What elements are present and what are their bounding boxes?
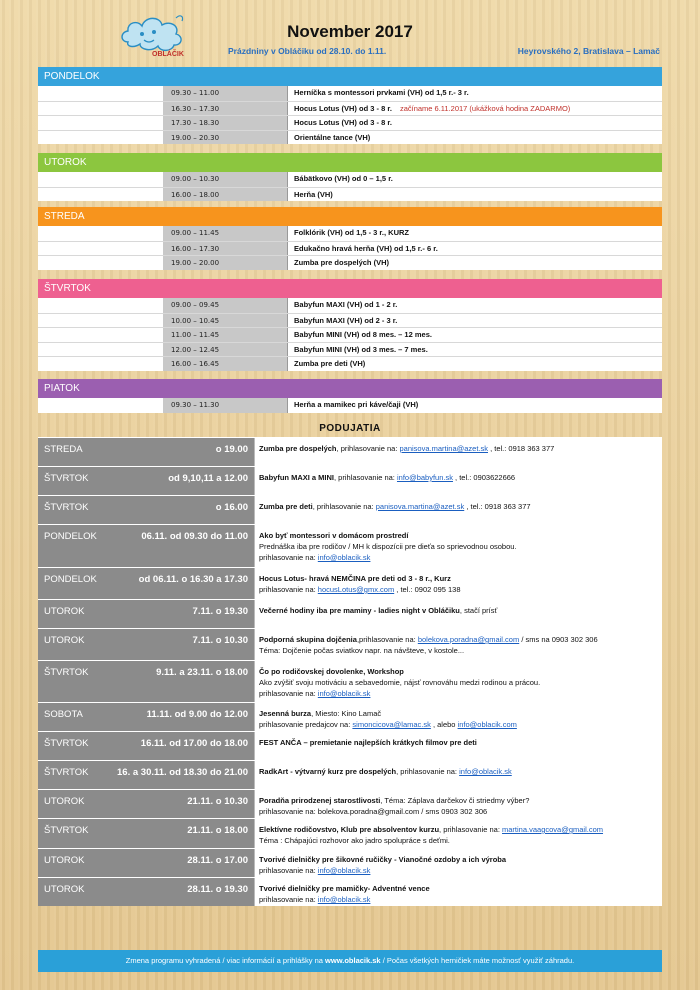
row-spacer [38, 357, 163, 371]
row-activity [288, 226, 662, 241]
event-row [38, 702, 662, 731]
activity-text: Zumba pre dospelých (VH) [294, 258, 390, 267]
row-activity [288, 116, 662, 130]
row-time: 16.30 – 17.30 [163, 102, 288, 116]
event-line [259, 795, 657, 806]
activity-text: Folklórik (VH) od 1,5 - 3 r., KURZ [294, 228, 410, 237]
event-when [38, 790, 254, 818]
footer-link[interactable]: www.oblacik.sk [325, 956, 381, 965]
day-block-stvrtok [38, 279, 662, 371]
row-spacer [38, 226, 163, 241]
event-email-link[interactable]: info@oblacik.sk [317, 866, 371, 875]
event-text: Hocus Lotus- hravá NEMČINA pre deti od 3 - 8 r., Kurz [259, 574, 451, 583]
event-date: 16.11. od 17.00 do 18.00 [140, 738, 248, 749]
event-day: ŠTVRTOK [44, 767, 89, 778]
row-time: 09.00 – 10.30 [163, 172, 288, 187]
event-text: , alebo [430, 720, 458, 729]
event-email-link[interactable]: bolekova.poradna@gmail.com [417, 635, 520, 644]
event-text: Podporná skupina dojčenia [259, 635, 357, 644]
event-when [38, 438, 254, 466]
event-day: ŠTVRTOK [44, 738, 89, 749]
event-line [259, 605, 657, 616]
row-activity [288, 242, 662, 256]
event-day: STREDA [44, 444, 83, 455]
event-date: 28.11. o 19.30 [187, 884, 248, 895]
event-when [38, 878, 254, 906]
event-text: , prihlasovanie na: [312, 502, 376, 511]
event-details [254, 496, 662, 524]
schedule-row [38, 398, 662, 413]
event-text: prihlasovanie na: [259, 553, 318, 562]
event-when [38, 629, 254, 660]
event-day: ŠTVRTOK [44, 667, 89, 678]
day-rows [38, 86, 662, 144]
event-text: RadkArt - výtvarný kurz pre dospelých [259, 767, 397, 776]
row-activity [288, 131, 662, 145]
row-activity [288, 343, 662, 357]
event-date: od 06.11. o 16.30 a 17.30 [138, 574, 248, 585]
day-header: ŠTVRTOK [38, 279, 662, 298]
event-line [259, 645, 657, 656]
event-day: ŠTVRTOK [44, 825, 89, 836]
schedule-row [38, 298, 662, 313]
event-day: PONDELOK [44, 531, 97, 542]
event-day: SOBOTA [44, 709, 83, 720]
event-line [259, 443, 657, 454]
event-text: Zumba pre deti [259, 502, 313, 511]
row-spacer [38, 328, 163, 342]
event-text: FEST ANČA – premietanie najlepších krátkych filmov pre deti [259, 738, 477, 747]
event-line [259, 737, 657, 748]
row-activity [288, 256, 662, 270]
page-title: November 2017 [287, 22, 413, 41]
event-row [38, 789, 662, 818]
activity-text: Zumba pre deti (VH) [294, 359, 366, 368]
event-line [259, 472, 657, 483]
activity-text: Herňa a mamikec pri káve/čaji (VH) [294, 400, 419, 409]
event-line [259, 584, 657, 595]
activity-text: Herňa (VH) [294, 189, 333, 199]
event-date: 7.11. o 10.30 [192, 635, 248, 646]
event-line [259, 766, 657, 777]
activity-text: Babyfun MAXI (VH) od 2 - 3 r. [294, 315, 398, 325]
event-email-link[interactable]: info@oblacik.sk [317, 553, 371, 562]
row-time: 09.30 – 11.00 [163, 86, 288, 101]
event-row [38, 848, 662, 877]
event-text: , tel.: 0918 363 377 [488, 444, 555, 453]
event-details [254, 703, 662, 731]
row-activity [288, 357, 662, 371]
row-time: 10.00 – 10.45 [163, 314, 288, 328]
schedule-row [38, 342, 662, 357]
event-day: ŠTVRTOK [44, 473, 89, 484]
event-text: , prihlasovanie na: [396, 767, 460, 776]
row-activity [288, 172, 662, 187]
event-when [38, 525, 254, 567]
row-time: 19.00 – 20.00 [163, 256, 288, 270]
event-day: ŠTVRTOK [44, 502, 89, 513]
event-when [38, 496, 254, 524]
event-details [254, 790, 662, 818]
event-when [38, 849, 254, 877]
event-row [38, 524, 662, 567]
row-time: 09.00 – 11.45 [163, 226, 288, 241]
day-block-piatok [38, 379, 662, 413]
event-day: UTOROK [44, 796, 85, 807]
schedule-row [38, 327, 662, 342]
schedule-row [38, 86, 662, 101]
event-details [254, 878, 662, 906]
row-activity [288, 298, 662, 313]
row-time: 19.00 – 20.30 [163, 131, 288, 145]
event-line [259, 573, 657, 584]
row-spacer [38, 102, 163, 116]
event-text: , tel.: 0902 095 138 [394, 585, 461, 594]
footer [38, 950, 662, 972]
event-day: UTOROK [44, 606, 85, 617]
event-text: Téma : Chápajúci rozhovor ako jadro spolupráce s deťmi. [259, 836, 450, 845]
event-details [254, 629, 662, 660]
row-activity [288, 314, 662, 328]
events-table [38, 437, 662, 906]
event-email-link[interactable]: info@oblacik.com [457, 720, 517, 729]
footer-pre: Zmena programu vyhradená / viac informácií a prihlášky na [125, 956, 326, 965]
event-line [259, 541, 657, 552]
row-spacer [38, 242, 163, 256]
event-text: Zumba pre dospelých [259, 444, 337, 453]
event-line [259, 666, 657, 677]
event-email-link[interactable]: simoncicova@lamac.sk [352, 720, 431, 729]
row-activity [288, 398, 662, 413]
event-text: , prihlasovanie na: [439, 825, 503, 834]
address: Heyrovského 2, Bratislava – Lamač [517, 46, 660, 56]
event-line [259, 854, 657, 865]
event-text: Prednáška iba pre rodičov / MH k dispozícii pre dieťa so sprievodnou osobou. [259, 542, 517, 551]
event-when [38, 732, 254, 760]
activity-text: Edukačno hravá herňa (VH) od 1,5 r.- 6 r. [294, 243, 438, 253]
event-email-link[interactable]: info@oblacik.sk [317, 689, 371, 698]
row-time: 16.00 – 16.45 [163, 357, 288, 371]
event-date: 28.11. o 17.00 [187, 855, 248, 866]
event-text: Tvorivé dielničky pre mamičky- Adventné vence [259, 884, 430, 893]
schedule-row [38, 226, 662, 241]
event-text: Tvorivé dielničky pre šikovné ručičky - Vianočné ozdoby a ich výroba [259, 855, 507, 864]
event-text: / sms na 0903 302 306 [519, 635, 598, 644]
event-line [259, 894, 657, 905]
event-email-link[interactable]: panisova.martina@azet.sk [375, 502, 465, 511]
event-date: o 19.00 [215, 444, 248, 455]
row-spacer [38, 116, 163, 130]
event-email-link[interactable]: info@babyfun.sk [396, 473, 453, 482]
event-row [38, 495, 662, 524]
event-text: Ako zvýšiť svoju motiváciu a sebavedomie, nájsť rovnováhu medzi rodinou a prácou. [259, 678, 541, 687]
schedule-row [38, 187, 662, 202]
event-text: prihlasovanie na: [259, 895, 318, 904]
event-day: UTOROK [44, 855, 85, 866]
event-text: Elektívne rodičovstvo, Klub pre absolventov kurzu [259, 825, 440, 834]
activity-text: Babyfun MINI (VH) od 8 mes. – 12 mes. [294, 330, 432, 339]
row-activity [288, 102, 662, 116]
event-details [254, 600, 662, 628]
event-text: , prihlasovanie na: [336, 444, 400, 453]
event-row [38, 660, 662, 702]
event-date: 11.11. od 9.00 do 12.00 [146, 709, 248, 720]
event-row [38, 437, 662, 466]
event-details [254, 732, 662, 760]
event-date: 21.11. o 18.00 [187, 825, 248, 836]
event-details [254, 819, 662, 848]
event-date: od 9,10,11 a 12.00 [168, 473, 248, 484]
event-text: , Miesto: Kino Lamač [311, 709, 382, 718]
row-spacer [38, 343, 163, 357]
event-text: , stačí prísť [459, 606, 498, 615]
event-email-link[interactable]: info@oblacik.sk [459, 767, 512, 776]
row-spacer [38, 298, 163, 313]
event-when [38, 819, 254, 848]
event-email-link[interactable]: martina.vaagcova@gmail.com [502, 825, 604, 834]
day-header: PONDELOK [38, 67, 662, 86]
day-rows [38, 398, 662, 413]
event-row [38, 599, 662, 628]
row-spacer [38, 398, 163, 413]
schedule-row [38, 172, 662, 187]
schedule-row [38, 115, 662, 130]
event-day: UTOROK [44, 884, 85, 895]
event-line [259, 824, 657, 835]
event-details [254, 438, 662, 466]
footer-post: / Počas všetkých herničiek máte možnosť využiť záhradu. [380, 956, 575, 965]
schedule-row [38, 356, 662, 371]
event-line [259, 552, 657, 563]
event-row [38, 466, 662, 495]
event-when [38, 600, 254, 628]
schedule-row [38, 101, 662, 116]
event-text: Téma: Dojčenie počas sviatkov napr. na návšteve, v kostole... [259, 646, 465, 655]
event-when [38, 568, 254, 599]
event-text: Jesenná burza [259, 709, 312, 718]
logo-text: OBLÁČIK [152, 51, 184, 58]
event-day: UTOROK [44, 635, 85, 646]
event-details [254, 568, 662, 599]
day-rows [38, 298, 662, 371]
event-text: prihlasovanie na: [259, 585, 318, 594]
event-email-link[interactable]: panisova.martina@azet.sk [399, 444, 488, 453]
event-text: Ako byť montessori v domácom prostredí [259, 531, 409, 540]
activity-text: Babyfun MAXI (VH) od 1 - 2 r. [294, 300, 398, 309]
event-details [254, 467, 662, 495]
event-text: prihlasovanie na: [259, 689, 318, 698]
row-spacer [38, 172, 163, 187]
activity-note: začíname 6.11.2017 (ukážková hodina ZADARMO) [399, 103, 571, 113]
event-line [259, 530, 657, 541]
event-date: 9.11. a 23.11. o 18.00 [156, 667, 248, 678]
day-block-streda [38, 207, 662, 270]
event-row [38, 877, 662, 906]
row-time: 17.30 – 18.30 [163, 116, 288, 130]
event-details [254, 525, 662, 567]
event-details [254, 761, 662, 789]
holiday-note: Prázdniny v Obláčiku od 28.10. do 1.11. [228, 46, 387, 56]
event-text: prihlasovanie na: [259, 866, 318, 875]
event-text: Poradňa prirodzenej starostlivosti [259, 796, 381, 805]
activity-text: Orientálne tance (VH) [294, 132, 371, 142]
activity-text: Bábätkovo (VH) od 0 – 1,5 r. [294, 174, 393, 183]
schedule-row [38, 255, 662, 270]
event-line [259, 634, 657, 645]
event-date: 21.11. o 10.30 [187, 796, 248, 807]
row-spacer [38, 256, 163, 270]
event-email-link[interactable]: info@oblacik.sk [317, 895, 371, 904]
row-time: 12.00 – 12.45 [163, 343, 288, 357]
activity-text: Hocus Lotus (VH) od 3 - 8 r. [294, 103, 392, 113]
row-activity [288, 328, 662, 342]
event-text: , Téma: Záplava darčekov či striedmy výber? [380, 796, 530, 805]
event-day: PONDELOK [44, 574, 97, 585]
schedule-row [38, 241, 662, 256]
schedule-row [38, 313, 662, 328]
day-header: PIATOK [38, 379, 662, 398]
event-row [38, 628, 662, 660]
event-text: , prihlasovanie na: [334, 473, 397, 482]
event-email-link[interactable]: hocusLotus@gmx.com [317, 585, 395, 594]
day-header: STREDA [38, 207, 662, 226]
event-line [259, 719, 657, 730]
row-spacer [38, 86, 163, 101]
row-spacer [38, 131, 163, 145]
event-text: , tel.: 0903622666 [452, 473, 516, 482]
event-line [259, 677, 657, 688]
event-text: , tel.: 0918 363 377 [464, 502, 531, 511]
activity-text: Herníčka s montessori prvkami (VH) od 1,5 r.- 3 r. [294, 88, 469, 97]
event-when [38, 703, 254, 731]
event-text: prihlasovanie na: bolekova.poradna@gmail.com / sms 0903 302 306 [259, 807, 488, 816]
event-text: Babyfun MAXI a MINI [259, 473, 335, 482]
event-details [254, 661, 662, 702]
row-time: 09.30 – 11.30 [163, 398, 288, 413]
event-line [259, 806, 657, 817]
row-time: 09.00 – 09.45 [163, 298, 288, 313]
row-time: 16.00 – 18.00 [163, 188, 288, 202]
event-text: Čo po rodičovskej dovolenke, Workshop [259, 667, 404, 676]
event-date: o 16.00 [215, 502, 248, 513]
event-line [259, 883, 657, 894]
event-when [38, 661, 254, 702]
event-date: 7.11. o 19.30 [192, 606, 248, 617]
event-details [254, 849, 662, 877]
row-time: 16.00 – 17.30 [163, 242, 288, 256]
event-line [259, 835, 657, 846]
day-block-utorok [38, 153, 662, 201]
event-row [38, 818, 662, 848]
event-text: Večerné hodiny iba pre maminy - ladies night v Obláčiku [259, 606, 460, 615]
activity-text: Hocus Lotus (VH) od 3 - 8 r. [294, 118, 392, 127]
event-row [38, 731, 662, 760]
event-line [259, 688, 657, 699]
event-when [38, 761, 254, 789]
event-date: 06.11. od 09.30 do 11.00 [141, 531, 248, 542]
day-rows [38, 172, 662, 201]
day-header: UTOROK [38, 153, 662, 172]
row-time: 11.00 – 11.45 [163, 328, 288, 342]
event-row [38, 567, 662, 599]
day-block-pondelok [38, 67, 662, 144]
event-when [38, 467, 254, 495]
event-line [259, 501, 657, 512]
schedule-row [38, 130, 662, 145]
event-row [38, 760, 662, 789]
event-date: 16. a 30.11. od 18.30 do 21.00 [117, 767, 248, 778]
activity-text: Babyfun MINI (VH) od 3 mes. – 7 mes. [294, 344, 428, 354]
row-activity [288, 86, 662, 101]
day-rows [38, 226, 662, 270]
event-text: ,prihlasovanie na: [356, 635, 418, 644]
row-spacer [38, 188, 163, 202]
event-line [259, 708, 657, 719]
event-text: prihlasovanie predajcov na: [259, 720, 353, 729]
events-title: PODUJATIA [319, 423, 381, 434]
event-line [259, 865, 657, 876]
row-spacer [38, 314, 163, 328]
row-activity [288, 188, 662, 202]
